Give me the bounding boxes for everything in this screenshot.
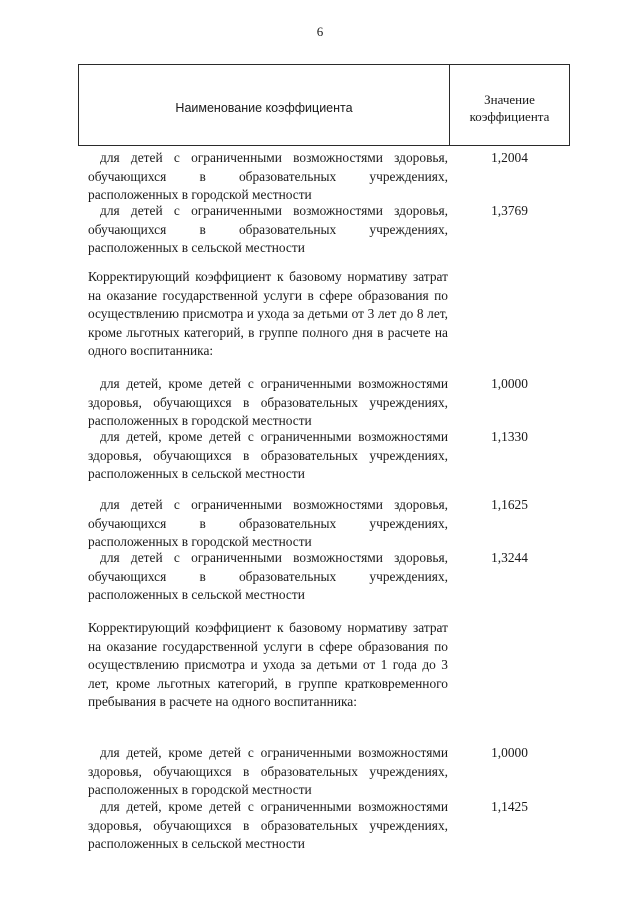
row-value: 1,1625 [491,497,528,512]
row-text: для детей с ограниченными возможностями здоровья, обучающихся в образовательных учреждениях, расположенных в городской местности [88,497,448,549]
row-value: 1,1330 [491,429,528,444]
row-value: 1,3769 [491,203,528,218]
page-number: 6 [316,24,324,39]
row-text: для детей, кроме детей с ограниченными возможностями здоровья, обучающихся в образовательных учреждениях, расположенных в городской местности [88,376,448,428]
row-value: 1,1425 [491,799,528,814]
row-text: для детей, кроме детей с ограниченными возможностями здоровья, обучающихся в образовательных учреждениях, расположенных в сельской местности [88,429,448,481]
row-text: для детей, кроме детей с ограниченными возможностями здоровья, обучающихся в образовательных учреждениях, расположенных в сельской местности [88,799,448,851]
row-text: для детей с ограниченными возможностями здоровья, обучающихся в образовательных учреждениях, расположенных в сельской местности [88,550,448,602]
row-text: для детей с ограниченными возможностями здоровья, обучающихся в образовательных учреждениях, расположенных в городской местности [88,150,448,202]
header-name-column: Наименование коэффициента [79,65,450,145]
row-value: 1,2004 [491,150,528,165]
section-heading-text: Корректирующий коэффициент к базовому нормативу затрат на оказание государственной услуги в сфере образования по осуществлению присмотра и ухода за детьми от 1 года до 3 лет, кроме льготных категорий, в группе кратковременного пребывания в расчете на одного воспитанника: [88,620,448,709]
row-text: для детей с ограниченными возможностями здоровья, обучающихся в образовательных учреждениях, расположенных в сельской местности [88,203,448,255]
section-heading-text: Корректирующий коэффициент к базовому нормативу затрат на оказание государственной услуги в сфере образования по осуществлению присмотра и ухода за детьми от 3 лет до 8 лет, кроме льготных категорий, в группе полного дня в расчете на одного воспитанника: [88,269,448,358]
row-value: 1,0000 [491,745,528,760]
header-value-column: Значение коэффициента [469,92,550,124]
row-value: 1,0000 [491,376,528,391]
row-value: 1,3244 [491,550,528,565]
row-text: для детей, кроме детей с ограниченными возможностями здоровья, обучающихся в образовательных учреждениях, расположенных в городской местности [88,745,448,797]
table-header [78,64,570,146]
